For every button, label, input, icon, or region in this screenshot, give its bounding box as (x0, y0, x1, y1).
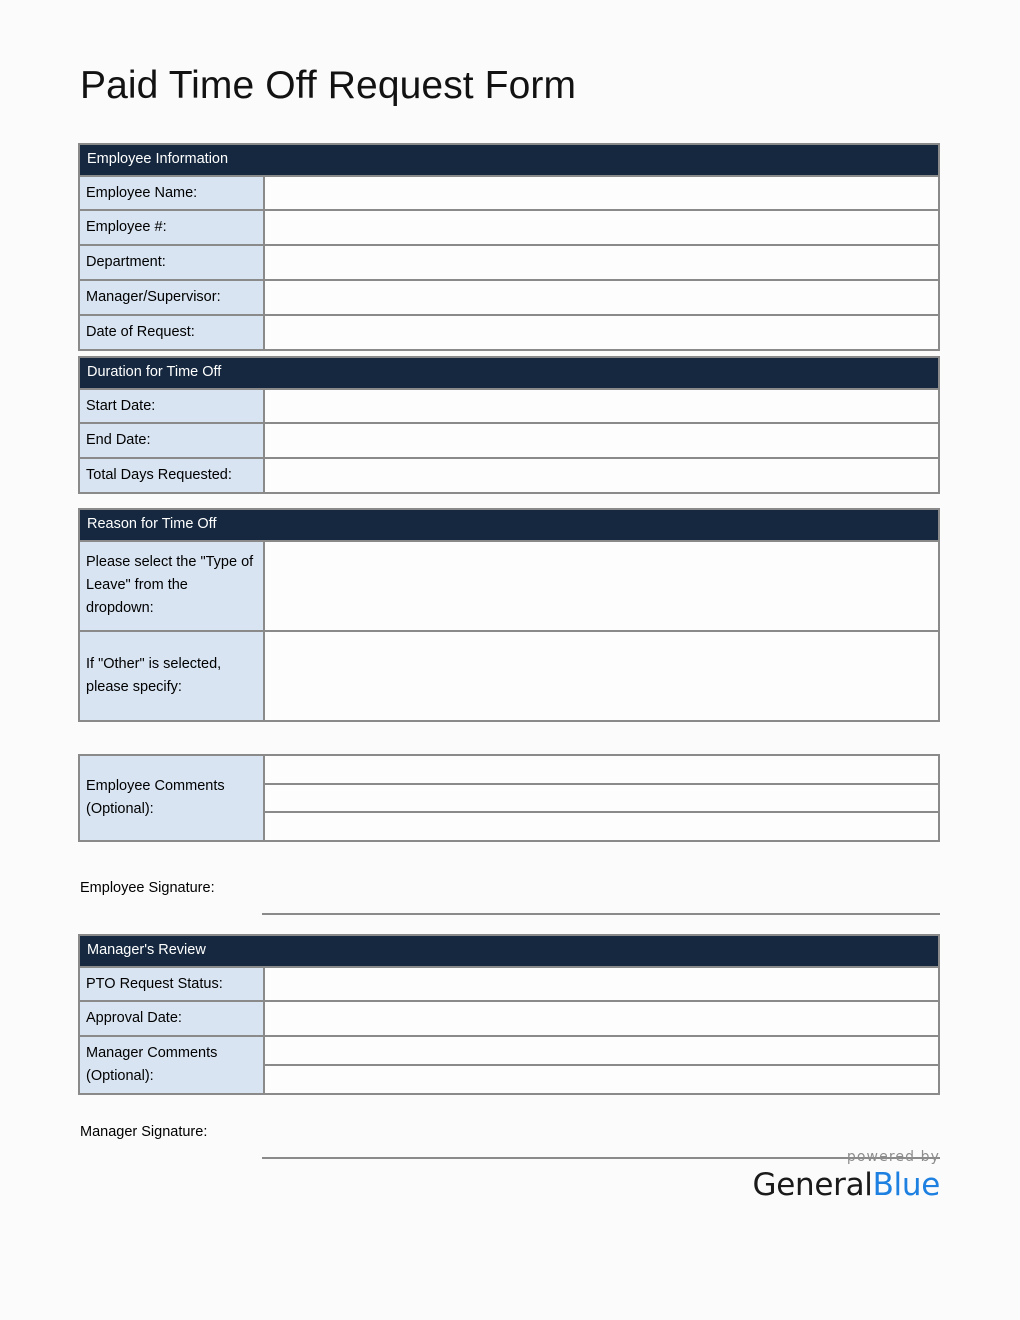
footer-logo (753, 1150, 940, 1201)
employee-signature-row (80, 879, 940, 909)
table-row (80, 1037, 938, 1095)
table-row (80, 177, 938, 212)
field-label-department: Department: (80, 246, 265, 279)
section-duration-for-time-off (78, 356, 940, 494)
table-row (80, 1002, 938, 1037)
table-row (80, 632, 938, 722)
field-input-pto-request-status[interactable] (265, 968, 938, 995)
section-managers-review (78, 934, 940, 1095)
field-label-employee-comments: Employee Comments (Optional): (80, 756, 265, 840)
field-input-manager-comments-line-2[interactable] (265, 1066, 938, 1093)
section-reason-for-time-off (78, 508, 940, 722)
field-label-total-days-requested: Total Days Requested: (80, 459, 265, 492)
employee-signature-line[interactable] (262, 913, 940, 915)
field-label-end-date: End Date: (80, 424, 265, 457)
field-input-department[interactable] (265, 246, 938, 273)
generalblue-logo (752, 1167, 940, 1203)
field-input-other-specify[interactable] (265, 632, 938, 720)
page-title: Paid Time Off Request Form (80, 64, 577, 107)
section-header-reason: Reason for Time Off (80, 510, 938, 542)
table-row (80, 211, 938, 246)
field-label-manager-comments: Manager Comments (Optional): (80, 1037, 265, 1093)
field-input-start-date[interactable] (265, 390, 938, 417)
powered-by-label: powered by (846, 1149, 940, 1165)
brand-name-blue: Blue (872, 1167, 940, 1203)
section-employee-information (78, 143, 940, 351)
field-input-date-of-request[interactable] (265, 316, 938, 343)
table-row (80, 542, 938, 632)
table-row (80, 968, 938, 1003)
table-row (80, 281, 938, 316)
field-input-employee-comments-line-2[interactable] (265, 785, 938, 814)
table-row (80, 459, 938, 494)
field-label-employee-number: Employee #: (80, 211, 265, 244)
manager-signature-row (80, 1123, 940, 1153)
table-row (80, 390, 938, 425)
field-input-approval-date[interactable] (265, 1002, 938, 1029)
brand-name-general: General (752, 1167, 873, 1203)
table-row (80, 316, 938, 351)
table-row (80, 756, 938, 842)
table-row (80, 246, 938, 281)
field-input-manager-supervisor[interactable] (265, 281, 938, 308)
field-label-start-date: Start Date: (80, 390, 265, 423)
section-header-managers-review: Manager's Review (80, 936, 938, 968)
field-input-type-of-leave[interactable] (265, 542, 938, 630)
section-header-duration: Duration for Time Off (80, 358, 938, 390)
field-input-employee-comments-line-3[interactable] (265, 813, 938, 840)
field-label-date-of-request: Date of Request: (80, 316, 265, 349)
section-header-employee-information: Employee Information (80, 145, 938, 177)
table-row (80, 424, 938, 459)
field-input-employee-number[interactable] (265, 211, 938, 238)
employee-signature-label: Employee Signature: (80, 880, 215, 896)
field-input-employee-name[interactable] (265, 177, 938, 204)
field-label-type-of-leave: Please select the "Type of Leave" from the dropdown: (80, 542, 265, 630)
field-input-total-days-requested[interactable] (265, 459, 938, 486)
field-label-pto-request-status: PTO Request Status: (80, 968, 265, 1001)
field-input-end-date[interactable] (265, 424, 938, 451)
field-input-group-manager-comments (265, 1037, 938, 1093)
field-label-approval-date: Approval Date: (80, 1002, 265, 1035)
field-label-other-specify: If "Other" is selected, please specify: (80, 632, 265, 720)
field-label-employee-name: Employee Name: (80, 177, 265, 210)
field-input-employee-comments-line-1[interactable] (265, 756, 938, 785)
field-input-manager-comments-line-1[interactable] (265, 1037, 938, 1066)
section-employee-comments (78, 754, 940, 842)
field-label-manager-supervisor: Manager/Supervisor: (80, 281, 265, 314)
field-input-group-employee-comments (265, 756, 938, 840)
manager-signature-label: Manager Signature: (80, 1124, 208, 1140)
